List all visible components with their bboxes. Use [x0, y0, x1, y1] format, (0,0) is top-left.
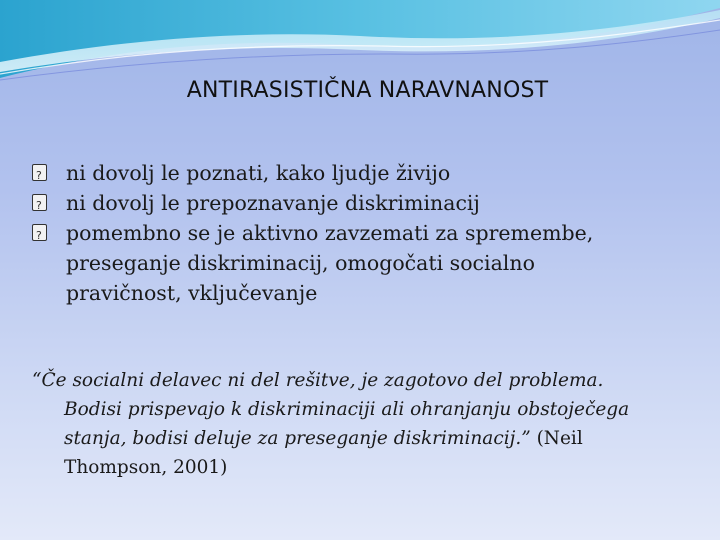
missing-glyph-icon — [32, 164, 47, 181]
header-wave-decoration — [0, 0, 720, 90]
bullet-text: pomembno se je aktivno zavzemati za spremembe, — [66, 221, 594, 245]
slide-title: ANTIRASISTIČNA NARAVNANOST — [186, 78, 549, 103]
quote-line: stanja, bodisi deluje za preseganje diskriminacij.” — [64, 428, 531, 449]
bullet-text-continuation: preseganje diskriminacij, omogočati socialno — [66, 251, 535, 275]
quote-attribution: (Neil — [530, 428, 583, 449]
bullet-item — [32, 158, 692, 188]
bullet-text: ni dovolj le prepoznavanje diskriminacij — [66, 191, 480, 215]
missing-glyph-icon — [32, 224, 47, 241]
bullet-text: ni dovolj le poznati, kako ljudje živijo — [66, 161, 451, 185]
missing-glyph-icon — [32, 194, 47, 211]
quote-line: “Če socialni delavec ni del rešitve, je zagotovo del problema. — [32, 370, 604, 391]
bullet-text-continuation: pravičnost, vključevanje — [66, 281, 318, 305]
quote-line: Bodisi prispevajo k diskriminaciji ali ohranjanju obstoječega — [64, 399, 630, 420]
quote-block — [32, 366, 696, 482]
bullet-item — [32, 188, 692, 218]
bullet-item — [32, 218, 692, 308]
quote-attribution: Thompson, 2001) — [64, 457, 228, 478]
bullet-list — [32, 158, 692, 308]
